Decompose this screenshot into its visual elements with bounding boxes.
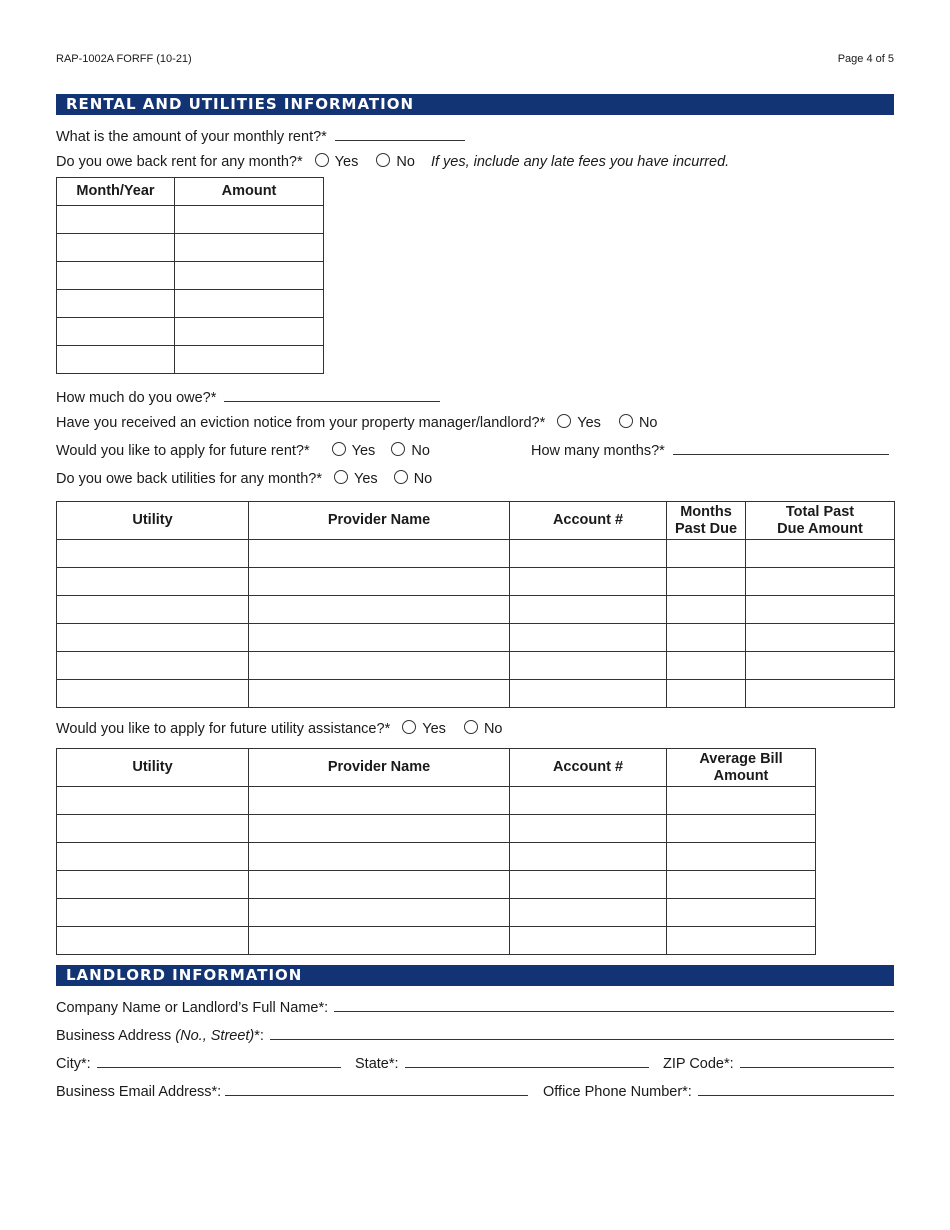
table-row bbox=[57, 927, 816, 955]
table-cell[interactable] bbox=[667, 680, 746, 708]
back-rent-label: Do you owe back rent for any month?* bbox=[56, 154, 303, 170]
table-row bbox=[57, 815, 816, 843]
table-cell[interactable] bbox=[57, 843, 249, 871]
table-row bbox=[57, 596, 895, 624]
eviction-row bbox=[56, 413, 658, 433]
table-cell[interactable] bbox=[57, 652, 249, 680]
table-cell[interactable] bbox=[510, 815, 667, 843]
future-utility-label: Would you like to apply for future utility assistance?* bbox=[56, 721, 391, 737]
table-cell[interactable] bbox=[175, 318, 324, 346]
future-utility-yes-label: Yes bbox=[422, 721, 446, 737]
table-cell[interactable] bbox=[667, 624, 746, 652]
col-amount: Amount bbox=[175, 178, 324, 206]
back-utilities-table bbox=[56, 501, 895, 708]
table-cell[interactable] bbox=[175, 206, 324, 234]
how-many-months-field[interactable] bbox=[673, 441, 889, 455]
back-utilities-yes-radio[interactable] bbox=[334, 470, 348, 484]
future-rent-label: Would you like to apply for future rent?* bbox=[56, 443, 310, 459]
table-cell[interactable] bbox=[57, 927, 249, 955]
how-many-months-row bbox=[531, 441, 889, 461]
table-cell[interactable] bbox=[57, 346, 175, 374]
zip-field[interactable] bbox=[740, 1054, 894, 1068]
table-cell[interactable] bbox=[57, 318, 175, 346]
rental-section-title: RENTAL AND UTILITIES INFORMATION bbox=[56, 94, 894, 115]
table-cell[interactable] bbox=[510, 596, 667, 624]
table-cell[interactable] bbox=[249, 899, 510, 927]
table-cell[interactable] bbox=[510, 843, 667, 871]
state-row bbox=[355, 1054, 649, 1074]
table-cell[interactable] bbox=[510, 871, 667, 899]
table-cell[interactable] bbox=[510, 652, 667, 680]
col-average-bill: Average Bill Amount bbox=[667, 749, 816, 787]
table-cell[interactable] bbox=[667, 927, 816, 955]
back-rent-yes-label: Yes bbox=[334, 154, 359, 170]
table-cell[interactable] bbox=[57, 815, 249, 843]
eviction-no-label: No bbox=[638, 415, 658, 431]
back-rent-row bbox=[56, 152, 729, 172]
table-row bbox=[57, 540, 895, 568]
col-provider-name: Provider Name bbox=[249, 502, 510, 540]
table-cell[interactable] bbox=[667, 871, 816, 899]
table-cell[interactable] bbox=[510, 787, 667, 815]
table-cell[interactable] bbox=[57, 568, 249, 596]
how-many-months-label: How many months?* bbox=[531, 443, 665, 459]
address-label bbox=[56, 1026, 264, 1046]
table-cell[interactable] bbox=[249, 568, 510, 596]
future-rent-no-label: No bbox=[411, 443, 430, 459]
col-utility: Utility bbox=[57, 502, 249, 540]
table-cell[interactable] bbox=[175, 234, 324, 262]
future-rent-no-radio[interactable] bbox=[391, 442, 405, 456]
city-label: City*: bbox=[56, 1056, 91, 1072]
table-cell[interactable] bbox=[667, 652, 746, 680]
table-row bbox=[57, 624, 895, 652]
company-row bbox=[56, 998, 894, 1018]
company-field[interactable] bbox=[334, 998, 894, 1012]
phone-field[interactable] bbox=[698, 1082, 894, 1096]
future-utility-row bbox=[56, 719, 502, 739]
table-cell[interactable] bbox=[249, 540, 510, 568]
col-total-past-due: Total Past Due Amount bbox=[746, 502, 895, 540]
future-utility-yes-radio[interactable] bbox=[402, 720, 416, 734]
table-row bbox=[57, 871, 816, 899]
table-cell[interactable] bbox=[510, 899, 667, 927]
back-rent-no-radio[interactable] bbox=[376, 153, 390, 167]
table-cell[interactable] bbox=[667, 568, 746, 596]
address-field[interactable] bbox=[270, 1026, 894, 1040]
email-label: Business Email Address*: bbox=[56, 1084, 222, 1100]
table-row bbox=[57, 206, 324, 234]
table-cell[interactable] bbox=[57, 899, 249, 927]
monthly-rent-label: What is the amount of your monthly rent?* bbox=[56, 129, 327, 145]
table-cell[interactable] bbox=[249, 871, 510, 899]
col-utility: Utility bbox=[57, 749, 249, 787]
state-label: State*: bbox=[355, 1056, 399, 1072]
col-account: Account # bbox=[510, 502, 667, 540]
eviction-yes-radio[interactable] bbox=[557, 414, 571, 428]
landlord-section-title: LANDLORD INFORMATION bbox=[56, 965, 894, 986]
table-cell[interactable] bbox=[746, 652, 895, 680]
future-rent-row bbox=[56, 441, 430, 461]
state-field[interactable] bbox=[405, 1054, 649, 1068]
table-cell[interactable] bbox=[249, 815, 510, 843]
table-row bbox=[57, 843, 816, 871]
city-row bbox=[56, 1054, 341, 1074]
future-rent-yes-label: Yes bbox=[351, 443, 376, 459]
table-cell[interactable] bbox=[175, 346, 324, 374]
table-cell[interactable] bbox=[510, 540, 667, 568]
table-row bbox=[57, 899, 816, 927]
table-row bbox=[57, 346, 324, 374]
how-much-owe-row bbox=[56, 388, 440, 408]
back-rent-yes-radio[interactable] bbox=[315, 153, 329, 167]
table-row bbox=[57, 318, 324, 346]
table-cell[interactable] bbox=[249, 927, 510, 955]
future-utility-no-radio[interactable] bbox=[464, 720, 478, 734]
address-label-main: Business Address bbox=[56, 1028, 176, 1044]
col-month-year: Month/Year bbox=[57, 178, 175, 206]
table-cell[interactable] bbox=[746, 568, 895, 596]
table-cell[interactable] bbox=[57, 290, 175, 318]
back-rent-no-label: No bbox=[396, 154, 415, 170]
table-cell[interactable] bbox=[510, 624, 667, 652]
back-utilities-row bbox=[56, 469, 432, 489]
table-cell[interactable] bbox=[510, 927, 667, 955]
address-row bbox=[56, 1026, 894, 1046]
table-cell[interactable] bbox=[667, 815, 816, 843]
table-cell[interactable] bbox=[746, 596, 895, 624]
phone-row bbox=[543, 1082, 894, 1102]
table-cell[interactable] bbox=[57, 262, 175, 290]
col-months-past-due: Months Past Due bbox=[667, 502, 746, 540]
table-cell[interactable] bbox=[746, 540, 895, 568]
table-row bbox=[57, 652, 895, 680]
table-cell[interactable] bbox=[57, 871, 249, 899]
zip-label: ZIP Code*: bbox=[663, 1056, 734, 1072]
table-row bbox=[57, 680, 895, 708]
table-cell[interactable] bbox=[667, 843, 816, 871]
table-row bbox=[57, 262, 324, 290]
col-account: Account # bbox=[510, 749, 667, 787]
table-cell[interactable] bbox=[746, 680, 895, 708]
table-cell[interactable] bbox=[57, 624, 249, 652]
table-cell[interactable] bbox=[57, 234, 175, 262]
table-cell[interactable] bbox=[667, 540, 746, 568]
table-cell[interactable] bbox=[746, 624, 895, 652]
eviction-no-radio[interactable] bbox=[619, 414, 633, 428]
table-cell[interactable] bbox=[667, 787, 816, 815]
how-much-owe-label: How much do you owe?* bbox=[56, 390, 217, 406]
table-row bbox=[57, 290, 324, 318]
back-utilities-yes-label: Yes bbox=[354, 471, 378, 487]
back-utilities-no-label: No bbox=[413, 471, 433, 487]
back-utilities-label: Do you owe back utilities for any month?* bbox=[56, 471, 322, 487]
phone-label: Office Phone Number*: bbox=[543, 1084, 692, 1100]
monthly-rent-field[interactable] bbox=[335, 127, 465, 141]
future-rent-yes-radio[interactable] bbox=[332, 442, 346, 456]
table-cell[interactable] bbox=[175, 262, 324, 290]
form-id: RAP-1002A FORFF (10-21) bbox=[56, 53, 192, 65]
table-cell[interactable] bbox=[667, 596, 746, 624]
future-utility-no-label: No bbox=[483, 721, 503, 737]
eviction-yes-label: Yes bbox=[577, 415, 601, 431]
table-row bbox=[57, 787, 816, 815]
table-cell[interactable] bbox=[57, 787, 249, 815]
table-cell[interactable] bbox=[249, 787, 510, 815]
future-utility-table bbox=[56, 748, 816, 955]
table-cell[interactable] bbox=[57, 680, 249, 708]
eviction-label: Have you received an eviction notice from your property manager/landlord?* bbox=[56, 415, 546, 431]
late-fees-note: If yes, include any late fees you have incurred. bbox=[430, 154, 730, 170]
table-cell[interactable] bbox=[249, 652, 510, 680]
col-provider-name: Provider Name bbox=[249, 749, 510, 787]
email-row bbox=[56, 1082, 528, 1102]
table-cell[interactable] bbox=[249, 843, 510, 871]
table-cell[interactable] bbox=[510, 680, 667, 708]
how-much-owe-field[interactable] bbox=[224, 388, 440, 402]
table-row bbox=[57, 568, 895, 596]
city-field[interactable] bbox=[97, 1054, 341, 1068]
table-cell[interactable] bbox=[249, 596, 510, 624]
table-cell[interactable] bbox=[57, 206, 175, 234]
back-rent-table bbox=[56, 177, 324, 374]
table-cell[interactable] bbox=[175, 290, 324, 318]
email-field[interactable] bbox=[225, 1082, 528, 1096]
table-cell[interactable] bbox=[249, 624, 510, 652]
zip-row bbox=[663, 1054, 894, 1074]
table-row bbox=[57, 234, 324, 262]
address-label-hint: (No., Street) bbox=[175, 1028, 255, 1044]
address-label-end: *: bbox=[254, 1028, 264, 1044]
monthly-rent-row bbox=[56, 127, 465, 147]
table-cell[interactable] bbox=[249, 680, 510, 708]
table-cell[interactable] bbox=[667, 899, 816, 927]
page-number: Page 4 of 5 bbox=[837, 53, 894, 65]
table-cell[interactable] bbox=[57, 596, 249, 624]
company-label: Company Name or Landlord’s Full Name*: bbox=[56, 1000, 329, 1016]
back-utilities-no-radio[interactable] bbox=[394, 470, 408, 484]
table-cell[interactable] bbox=[510, 568, 667, 596]
table-cell[interactable] bbox=[57, 540, 249, 568]
